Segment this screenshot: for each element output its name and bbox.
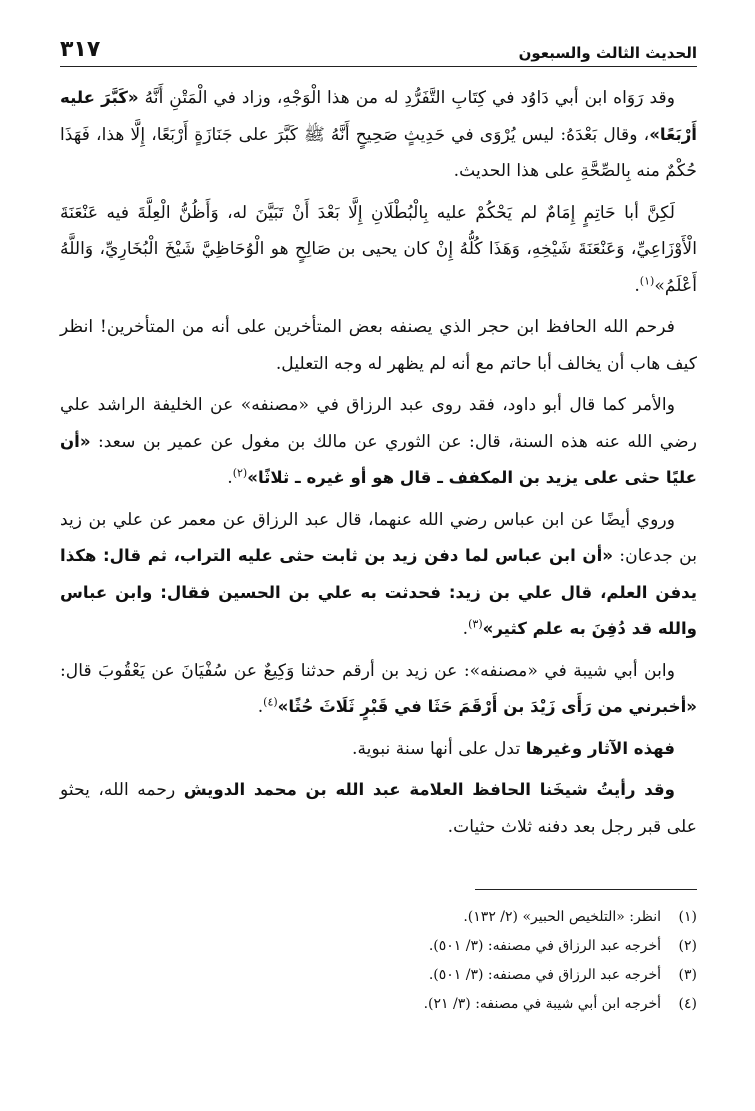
text-run: وابن أبي شيبة في «مصنفه»: عن زيد بن أرقم حدثنا وَكِيعٌ عن سُفْيَانَ عن يَعْقُوبَ قال: — [60, 660, 675, 681]
footnote-number: (٢) — [678, 938, 697, 954]
bold-text: «أخبرني من رَأَى زَيْدَ بن أَرْقَمَ حَثَا في قَبْرٍ ثَلَاثَ حُثًا» — [277, 697, 697, 716]
text-run: . — [634, 275, 640, 296]
page-number: ٣١٧ — [60, 37, 101, 62]
footnotes — [60, 903, 697, 1019]
footnote — [60, 903, 697, 932]
footnote-separator — [475, 889, 697, 890]
footnote-text: أخرجه عبد الرزاق في مصنفه: (٣/ ٥٠١). — [428, 967, 661, 983]
paragraph — [60, 772, 697, 845]
text-run: فرحم الله الحافظ ابن حجر الذي يصنفه بعض المتأخرين على أنه من المتأخرين! انظر كيف هاب أن يخالف أبا حاتم مع أنه لم يظهر له وجه التعليل. — [60, 317, 697, 374]
text-run: ، وقال بَعْدَهُ: ليس يُرْوَى في حَدِيثٍ صَحِيحٍ أَنَّهُ ﷺ كَبَّرَ على جَنَازَةٍ أَرْبَعًا، إِلَّا هذا، فَهَذَا حُكْمٌ منه بِالصِّحَّةِ على هذا الحديث. — [60, 124, 697, 181]
footnote — [60, 990, 697, 1019]
footnote-number: (١) — [678, 909, 697, 925]
footnote-marker: (٤) — [263, 695, 278, 709]
text-run: رحمه الله، يحثو على قبر رجل بعد دفنه ثلاث حثيات. — [60, 780, 697, 837]
bold-text: «أن ابن عباس لما دفن زيد بن ثابت حثى عليه التراب، ثم قال: هكذا يدفن العلم، قال علي بن زيد: فحدثت به علي بن الحسين فقال: وابن عباس والله قد دُفِنَ به علم كثير» — [60, 546, 697, 638]
text-run: وقد رَوَاه ابن أبي دَاوُد في كِتَابِ التَّفَرُّدِ له من هذا الْوَجْهِ، وزاد في الْمَتْنِ أَنَّهُ — [138, 88, 675, 108]
text-run: لَكِنَّ أبا حَاتِمٍ إِمَامٌ لم يَحْكُمْ عليه بِالْبُطْلَانِ إِلَّا بَعْدَ أَنْ تَبَيَّنَ له، وَأَظُنُّ الْعِلَّةَ فيه عَنْعَنَةَ الْأَوْزَاعِيِّ، وَعَنْعَنَةَ شَيْخِهِ، وَهَذَا كُلُّهُ إِنْ كان يحيى بن صَالِحٍ هو الْوُحَاظِيَّ شَيْخَ الْبُخَارِيِّ، وَاللَّهُ أَعْلَمُ» — [60, 202, 697, 296]
main-text — [60, 80, 697, 850]
bold-text: «أن عليًا حثى على يزيد بن المكفف ـ قال هو أو غيره ـ ثلاثًا» — [60, 431, 697, 487]
chapter-title: الحديث الثالث والسبعون — [518, 44, 697, 62]
text-run: . — [257, 697, 264, 717]
footnote-number: (٣) — [678, 967, 697, 983]
footnote-text: انظر: «التلخيص الحبير» (٢/ ١٣٢). — [463, 909, 661, 925]
paragraph — [60, 80, 697, 190]
paragraph — [60, 387, 697, 497]
footnote-marker: (١) — [639, 273, 655, 287]
paragraph — [60, 195, 697, 305]
footnote-text: أخرجه عبد الرزاق في مصنفه: (٣/ ٥٠١). — [428, 938, 661, 954]
footnote-marker: (٣) — [468, 617, 483, 631]
bold-text: وقد رأيتُ شيخَنا الحافظ العلامة عبد الله بن محمد الدويش — [183, 780, 675, 799]
paragraph — [60, 309, 697, 382]
bold-text: «كَبَّرَ عليه أَرْبَعًا» — [60, 88, 697, 144]
running-header — [60, 28, 697, 67]
text-run: والأمر كما قال أبو داود، فقد روى عبد الرزاق في «مصنفه» عن الخليفة الراشد علي رضي الله عنه هذه السنة، قال: عن الثوري عن مالك بن مغول عن عمير بن سعد: — [60, 395, 697, 452]
footnote — [60, 932, 697, 961]
footnote — [60, 961, 697, 990]
text-run: وروي أيضًا عن ابن عباس رضي الله عنهما، قال عبد الرزاق عن معمر عن علي بن زيد بن جدعان: — [60, 509, 697, 566]
footnote-number: (٤) — [678, 996, 697, 1012]
paragraph — [60, 653, 697, 726]
bold-text: فهذه الآثار وغيرها — [525, 738, 675, 758]
text-run: . — [462, 619, 469, 639]
paragraph — [60, 731, 697, 768]
footnote-marker: (٢) — [232, 466, 248, 480]
paragraph — [60, 502, 697, 648]
text-run: تدل على أنها سنة نبوية. — [351, 738, 526, 759]
text-run: . — [227, 468, 233, 488]
footnote-text: أخرجه ابن أبي شيبة في مصنفه: (٣/ ٢١). — [423, 996, 661, 1012]
